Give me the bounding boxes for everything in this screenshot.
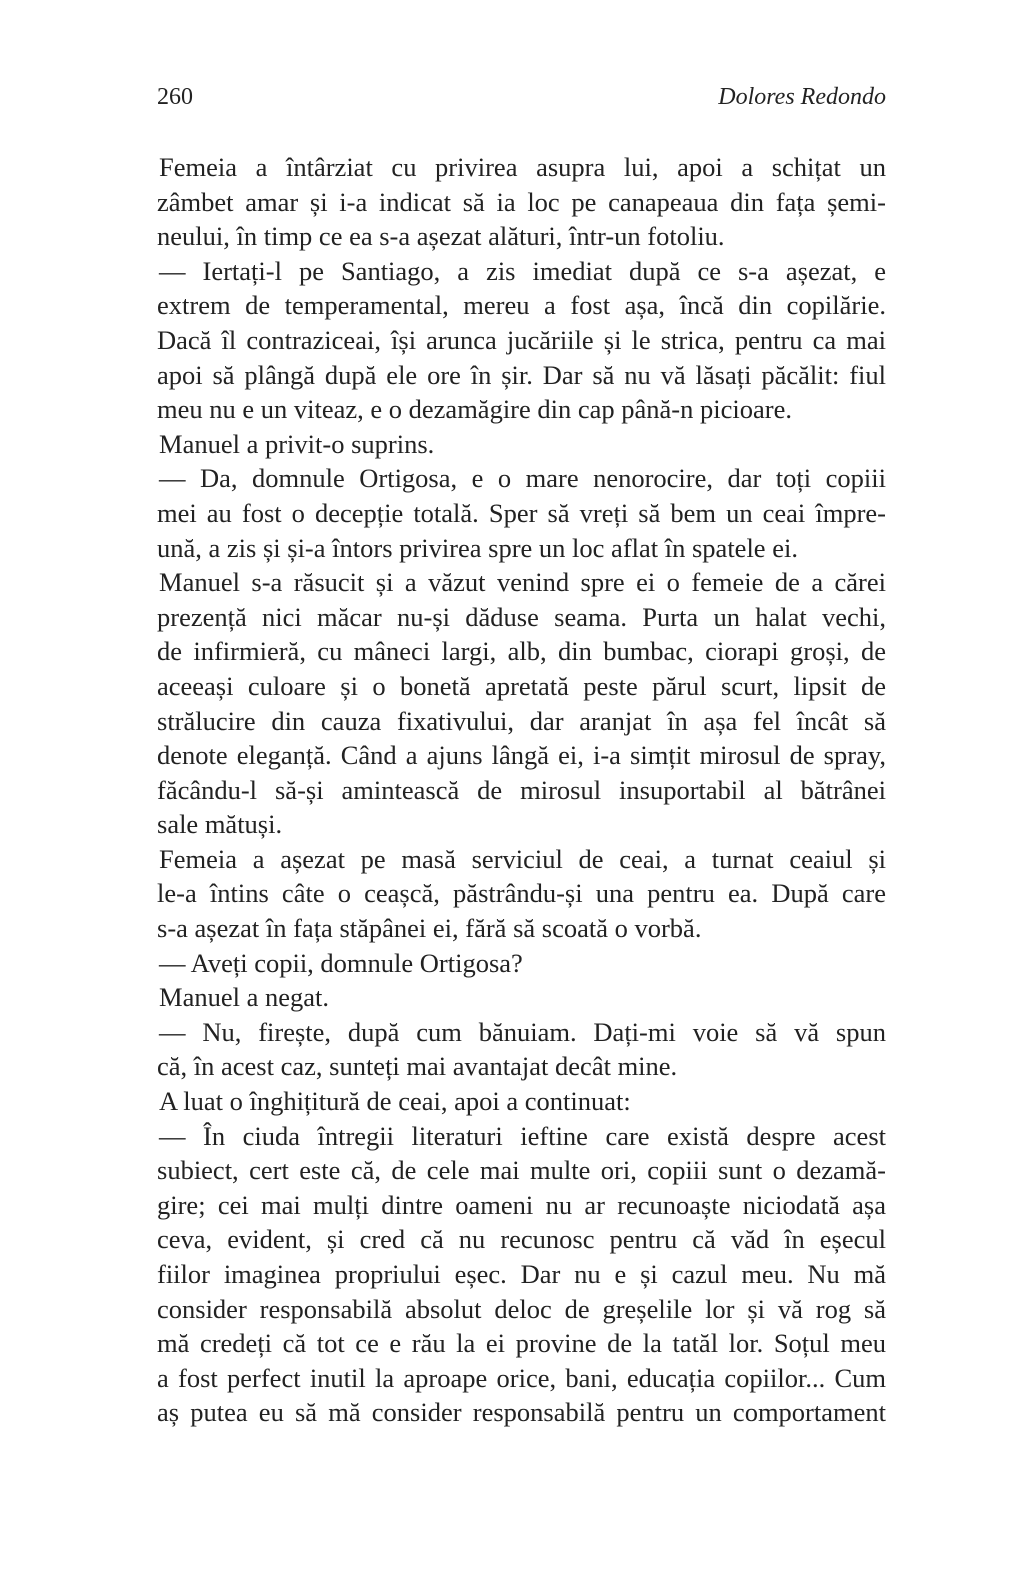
text-line-content: — Nu, firește, după cum bănuiam. Dați-mi voie să vă spun xyxy=(159,1016,886,1047)
text-line xyxy=(157,392,886,427)
text-line-content: gire; cei mai mulți dintre oameni nu ar recunoaște niciodată așa xyxy=(157,1189,886,1220)
text-line xyxy=(157,1257,886,1292)
text-line xyxy=(157,461,886,496)
text-line xyxy=(157,946,886,981)
text-line-content: mei au fost o decepție totală. Sper să vreți să bem un ceai împre- xyxy=(157,497,886,528)
text-line-content: aș putea eu să mă consider responsabilă pentru un comportament xyxy=(157,1397,886,1428)
text-line xyxy=(157,185,886,220)
text-line xyxy=(157,288,886,323)
text-line-content: — În ciuda întregii literaturi ieftine care există despre acest xyxy=(159,1120,886,1151)
text-line xyxy=(157,254,886,289)
text-line xyxy=(157,911,886,946)
text-line xyxy=(157,1361,886,1396)
text-line xyxy=(157,323,886,358)
text-line-content: Femeia a așezat pe masă serviciul de ceai, a turnat ceaiul și xyxy=(159,843,886,874)
text-line xyxy=(157,565,886,600)
text-line xyxy=(157,1222,886,1257)
body-text xyxy=(157,150,886,1430)
text-line-content: le-a întins câte o ceașcă, păstrându-și una pentru ea. După care xyxy=(157,878,886,909)
text-line-content: subiect, cert este că, de cele mai multe ori, copiii sunt o dezamă- xyxy=(157,1155,886,1186)
text-line xyxy=(157,1153,886,1188)
text-line xyxy=(157,669,886,704)
text-line-content: că, în acest caz, sunteți mai avantajat decât mine. xyxy=(157,1051,678,1082)
text-line xyxy=(157,531,886,566)
text-line-content: de infirmieră, cu mâneci largi, alb, din bumbac, ciorapi groși, de xyxy=(157,636,886,667)
text-line-content: — Da, domnule Ortigosa, e o mare nenorocire, dar toți copiii xyxy=(159,463,886,494)
text-line xyxy=(157,1188,886,1223)
text-line-content: Manuel s-a răsucit și a văzut venind spre ei o femeie de a cărei xyxy=(159,567,886,598)
text-line xyxy=(157,842,886,877)
text-line xyxy=(157,150,886,185)
text-line-content: Dacă îl contraziceai, își arunca jucăriile și le strica, pentru ca mai xyxy=(157,324,886,355)
text-line-content: meu nu e un viteaz, e o dezamăgire din cap până-n picioare. xyxy=(157,394,792,425)
text-line xyxy=(157,773,886,808)
text-line xyxy=(157,1015,886,1050)
text-line-content: prezență nici măcar nu-și dăduse seama. Purta un halat vechi, xyxy=(157,601,886,632)
text-line-content: Manuel a negat. xyxy=(159,982,329,1013)
text-line xyxy=(157,496,886,531)
text-line xyxy=(157,219,886,254)
text-line-content: — Aveți copii, domnule Ortigosa? xyxy=(159,947,523,978)
text-line xyxy=(157,738,886,773)
text-line xyxy=(157,704,886,739)
text-line xyxy=(157,427,886,462)
text-line-content: neului, în timp ce ea s-a așezat alături, într-un fotoliu. xyxy=(157,221,725,252)
running-head-author: Dolores Redondo xyxy=(718,84,886,110)
text-line xyxy=(157,1119,886,1154)
text-line xyxy=(157,1395,886,1430)
text-line-content: mă credeți că tot ce e rău la ei provine de la tatăl lor. Soțul meu xyxy=(157,1328,886,1359)
text-line-content: s-a așezat în fața stăpânei ei, fără să scoată o vorbă. xyxy=(157,913,702,944)
page-number: 260 xyxy=(157,84,193,110)
text-line xyxy=(157,1049,886,1084)
text-line-content: consider responsabilă absolut deloc de greșelile lor și vă rog să xyxy=(157,1293,886,1324)
text-line-content: zâmbet amar și i-a indicat să ia loc pe canapeaua din fața șemi- xyxy=(157,186,886,217)
page-header xyxy=(157,84,886,118)
text-line-content: — Iertați-l pe Santiago, a zis imediat după ce s-a așezat, e xyxy=(159,255,886,286)
text-line-content: apoi să plângă după ele ore în șir. Dar să nu vă lăsați păcălit: fiul xyxy=(157,359,886,390)
text-line-content: strălucire din cauza fixativului, dar aranjat în așa fel încât să xyxy=(157,705,886,736)
text-line-content: extrem de temperamental, mereu a fost așa, încă din copilărie. xyxy=(157,290,886,321)
text-line xyxy=(157,1292,886,1327)
text-line xyxy=(157,1326,886,1361)
text-line-content: sale mătuși. xyxy=(157,809,283,840)
text-line-content: ună, a zis și și-a întors privirea spre un loc aflat în spatele ei. xyxy=(157,532,798,563)
text-line-content: Femeia a întârziat cu privirea asupra lui, apoi a schițat un xyxy=(159,152,886,182)
text-line-content: fiilor imaginea propriului eșec. Dar nu e și cazul meu. Nu mă xyxy=(157,1259,886,1289)
text-line xyxy=(157,980,886,1015)
text-line xyxy=(157,807,886,842)
text-line xyxy=(157,634,886,669)
text-line xyxy=(157,358,886,393)
text-line-content: a fost perfect inutil la aproape orice, bani, educația copiilor... Cum xyxy=(157,1362,886,1393)
text-line-content: aceeași culoare și o bonetă apretată peste părul scurt, lipsit de xyxy=(157,670,886,701)
text-line xyxy=(157,876,886,911)
text-line-content: denote eleganță. Când a ajuns lângă ei, i-a simțit mirosul de spray, xyxy=(157,740,886,771)
text-line-content: Manuel a privit-o suprins. xyxy=(159,428,435,459)
text-line-content: făcându-l să-și amintească de mirosul insuportabil al bătrânei xyxy=(157,774,886,805)
text-line xyxy=(157,600,886,635)
text-line xyxy=(157,1084,886,1119)
text-line-content: ceva, evident, și cred că nu recunosc pentru că văd în eșecul xyxy=(157,1224,886,1255)
text-line-content: A luat o înghițitură de ceai, apoi a continuat: xyxy=(159,1086,631,1117)
